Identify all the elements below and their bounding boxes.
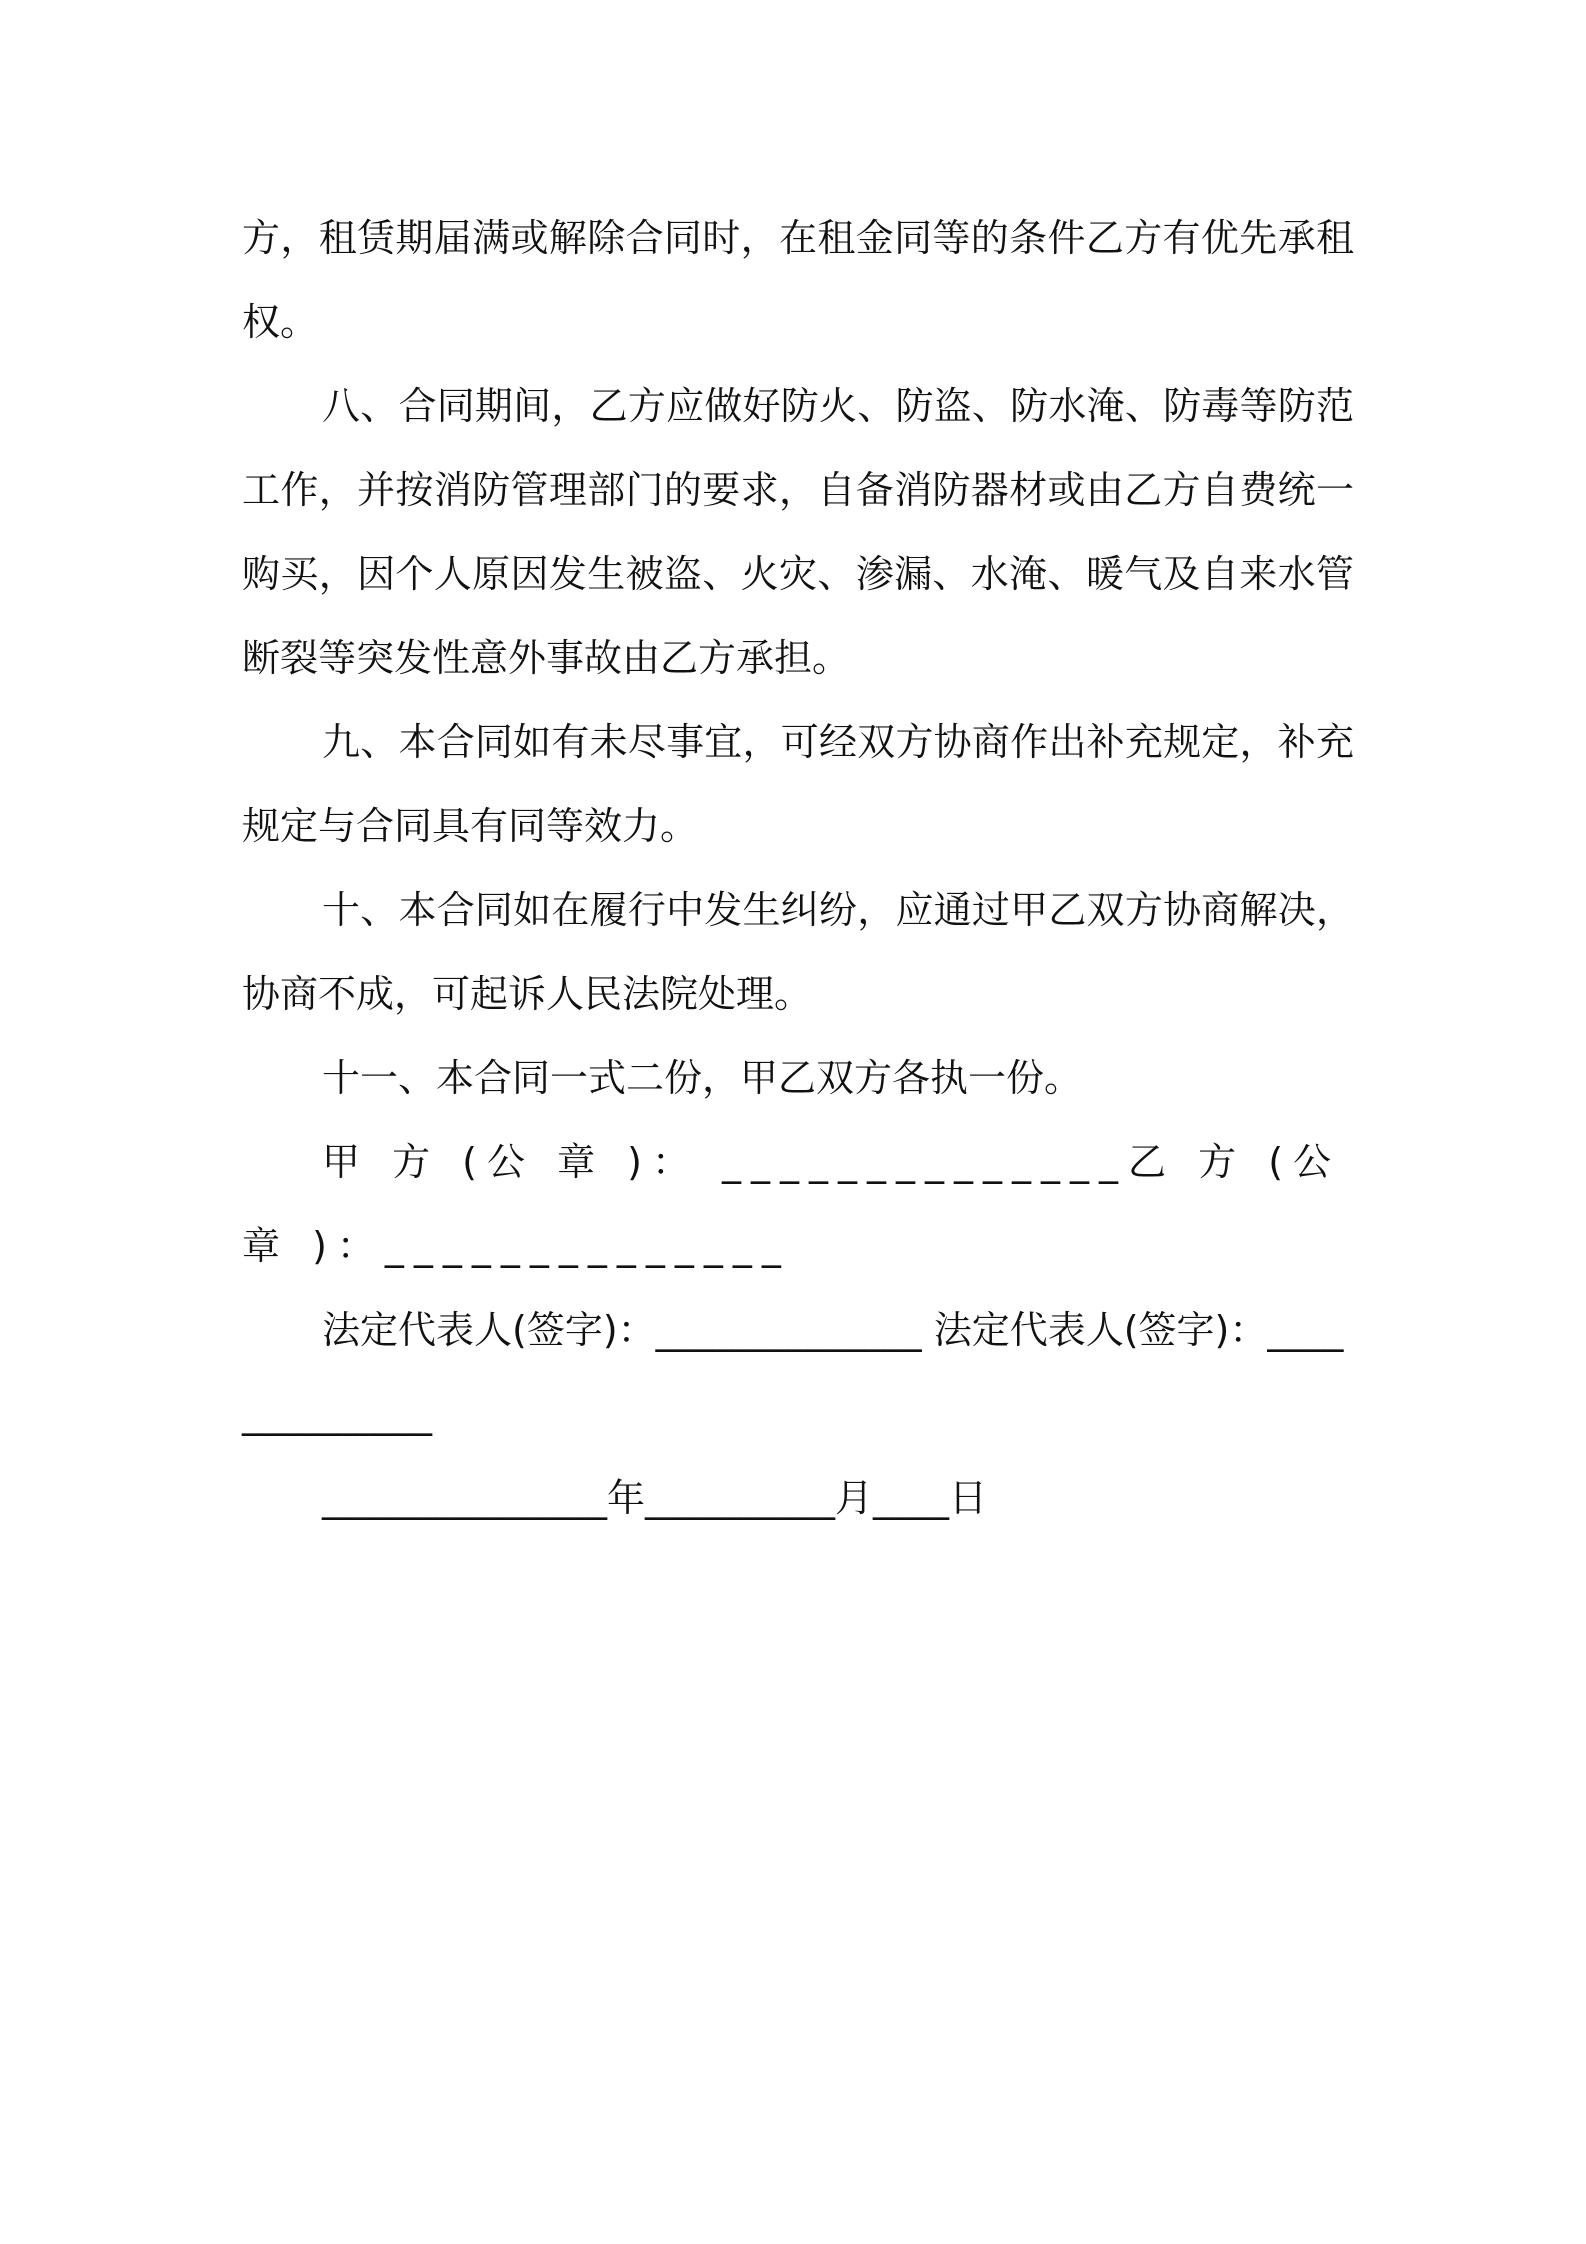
paragraph-lease-renewal: 方，租赁期届满或解除合同时，在租金同等的条件乙方有优先承租权。: [242, 216, 1354, 344]
paragraph-article-11: 十一、本合同一式二份，甲乙双方各执一份。: [322, 1056, 1083, 1100]
paragraph-article-9: 九、本合同如有未尽事宜，可经双方协商作出补充规定，补充规定与合同具有同等效力。: [242, 720, 1354, 848]
signature-line: 法定代表人(签字)：______________ 法定代表人(签字)：______________: [242, 1308, 1344, 1436]
contract-body: [242, 196, 1364, 1540]
seal-line: 甲 方 (公 章 )： ______________乙 方 (公 章 )：______________: [242, 1140, 1364, 1268]
paragraph-article-10: 十、本合同如在履行中发生纠纷，应通过甲乙双方协商解决，协商不成，可起诉人民法院处理。: [242, 888, 1354, 1016]
date-line: _______________年__________月____日: [322, 1476, 988, 1520]
paragraph-article-8: 八、合同期间，乙方应做好防火、防盗、防水淹、防毒等防范工作，并按消防管理部门的要求，自备消防器材或由乙方自费统一购买，因个人原因发生被盗、火灾、渗漏、水淹、暖气及自来水管断裂等突发性意外事故由乙方承担。: [242, 384, 1354, 680]
